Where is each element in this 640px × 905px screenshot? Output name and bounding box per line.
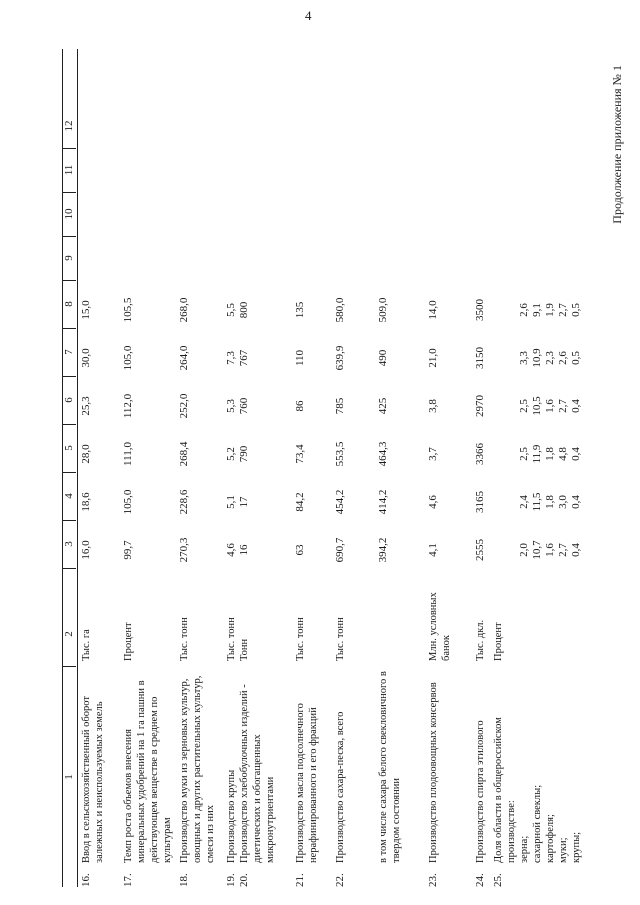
column-number: 10 <box>63 208 75 220</box>
column-number: 11 <box>63 164 75 176</box>
value-cell: 5,3 760 <box>225 397 250 415</box>
value-cell: 7,3 767 <box>225 349 250 367</box>
value-cell: 228,6 <box>178 489 190 515</box>
unit-label: Тыс. тонн <box>295 617 306 661</box>
value-cell: 580,0 <box>334 297 346 323</box>
value-cell: 2555 <box>474 539 486 561</box>
indicator-name: в том числе сахара белого свекловичного в твердом состоянии <box>378 671 402 863</box>
indicator-name: Темп роста объемов внесения минеральных удобрений на 1 га пашни в действующем веществе в среднем по культурам <box>123 680 173 863</box>
value-cell: 3165 <box>474 491 486 513</box>
unit-label: Тыс. тонн Тонн <box>226 617 250 661</box>
value-cell: 110 <box>294 349 306 367</box>
header-separator <box>62 148 76 149</box>
value-cell: 3,7 <box>427 447 439 461</box>
value-cell: 2,5 11,9 1,8 4,8 0,4 <box>518 444 582 464</box>
value-cell: 73,4 <box>294 444 306 464</box>
value-cell: 15,0 <box>80 300 92 320</box>
value-cell: 5,2 790 <box>225 445 250 463</box>
value-cell: 425 <box>377 397 389 415</box>
header-separator <box>62 472 76 473</box>
indicator-name: Производство крупы Производство хлебобулочных изделий - диетических и обогащенных микронутриентами <box>226 684 276 863</box>
column-number: 5 <box>63 445 75 451</box>
value-cell: 18,6 <box>80 492 92 512</box>
value-cell: 99,7 <box>122 540 134 560</box>
value-cell: 464,3 <box>377 441 389 467</box>
value-cell: 2970 <box>474 395 486 417</box>
value-cell: 454,2 <box>334 489 346 515</box>
row-number: 24. <box>474 873 486 887</box>
value-cell: 105,5 <box>122 297 134 323</box>
value-cell: 2,6 9,1 1,9 2,7 0,5 <box>518 303 582 317</box>
column-number: 2 <box>63 631 75 637</box>
value-cell: 14,0 <box>427 300 439 320</box>
header-separator <box>62 376 76 377</box>
value-cell: 3366 <box>474 443 486 465</box>
value-cell: 5,1 17 <box>225 495 250 509</box>
value-cell: 264,0 <box>178 345 190 371</box>
header-separator <box>62 424 76 425</box>
row-number: 17. <box>122 873 134 887</box>
value-cell: 4,6 16 <box>225 543 250 557</box>
value-cell: 2,5 10,5 1,6 2,7 0,4 <box>518 396 582 416</box>
value-cell: 84,2 <box>294 492 306 512</box>
value-cell: 63 <box>294 544 306 556</box>
value-cell: 111,0 <box>122 442 134 466</box>
column-number: 12 <box>63 120 75 132</box>
continuation-caption: Продолжение приложения № 1 <box>610 65 624 224</box>
column-number: 9 <box>63 255 75 261</box>
column-number: 6 <box>63 397 75 403</box>
value-cell: 690,7 <box>334 537 346 563</box>
column-number: 7 <box>63 349 75 355</box>
row-number: 23. <box>427 873 439 887</box>
value-cell: 3,3 10,9 2,3 2,6 0,5 <box>518 348 582 368</box>
value-cell: 268,0 <box>178 297 190 323</box>
indicator-name: Производство спирта этилового <box>475 720 486 863</box>
column-number: 1 <box>63 774 75 780</box>
value-cell: 639,9 <box>334 345 346 371</box>
unit-label: Млн. условных банок <box>428 592 452 661</box>
header-separator <box>62 568 76 569</box>
indicator-name: Доля области в общероссийском производстве: зерна; сахарной свеклы; картофеля; муки; крупы; <box>493 717 582 863</box>
value-cell: 3500 <box>474 299 486 321</box>
value-cell: 30,0 <box>80 348 92 368</box>
indicator-name: Производство плодоовощных консервов <box>428 682 439 863</box>
value-cell: 268,4 <box>178 441 190 467</box>
value-cell: 105,0 <box>122 345 134 371</box>
row-number: 18. <box>178 873 190 887</box>
unit-label: Тыс. тонн <box>179 617 190 661</box>
unit-label: Процент <box>493 622 504 661</box>
unit-label: Процент <box>123 622 134 661</box>
header-separator <box>62 236 76 237</box>
value-cell: 553,5 <box>334 441 346 467</box>
value-cell: 16,0 <box>80 540 92 560</box>
header-separator <box>62 328 76 329</box>
value-cell: 252,0 <box>178 393 190 419</box>
column-number: 4 <box>63 493 75 499</box>
row-number: 16. <box>80 873 92 887</box>
row-number: 22. <box>334 873 346 887</box>
value-cell: 2,4 11,5 1,8 3,0 0,4 <box>518 492 582 512</box>
header-bottom-rule <box>77 49 78 887</box>
value-cell: 490 <box>377 349 389 367</box>
column-number: 3 <box>63 541 75 547</box>
column-number: 8 <box>63 301 75 307</box>
value-cell: 3,8 <box>427 399 439 413</box>
indicator-name: Производство сахара-песка, всего <box>335 711 346 863</box>
value-cell: 21,0 <box>427 348 439 368</box>
unit-label: Тыс. га <box>81 629 92 661</box>
page-number: 4 <box>305 8 312 23</box>
indicator-name: Производство муки из зерновых культур, овощных и других растительных культур, смеси из них <box>179 675 216 863</box>
value-cell: 2,0 10,7 1,6 2,7 0,4 <box>518 540 582 560</box>
value-cell: 112,0 <box>122 393 134 419</box>
header-separator <box>62 280 76 281</box>
value-cell: 414,2 <box>377 489 389 515</box>
row-number: 19. 20. <box>225 873 250 887</box>
unit-label: Тыс. тонн <box>335 617 346 661</box>
data-table <box>62 49 610 887</box>
value-cell: 509,0 <box>377 297 389 323</box>
value-cell: 785 <box>334 397 346 415</box>
header-separator <box>62 666 76 667</box>
row-number: 25. <box>492 873 504 887</box>
value-cell: 86 <box>294 400 306 412</box>
value-cell: 5,5 800 <box>225 301 250 319</box>
header-separator <box>62 192 76 193</box>
value-cell: 270,3 <box>178 537 190 563</box>
header-separator <box>62 520 76 521</box>
value-cell: 28,0 <box>80 444 92 464</box>
value-cell: 394,2 <box>377 537 389 563</box>
indicator-name: Ввод в сельскохозяйственный оборот залежных и неиспользуемых земель <box>81 696 105 863</box>
value-cell: 4,6 <box>427 495 439 509</box>
value-cell: 135 <box>294 301 306 319</box>
value-cell: 25,3 <box>80 396 92 416</box>
value-cell: 4,1 <box>427 543 439 557</box>
value-cell: 3150 <box>474 347 486 369</box>
row-number: 21. <box>294 873 306 887</box>
value-cell: 105,0 <box>122 489 134 515</box>
indicator-name: Производство масла подсолнечного нерафинированного и его фракций <box>295 703 319 863</box>
unit-label: Тыс. дкл. <box>475 619 486 661</box>
